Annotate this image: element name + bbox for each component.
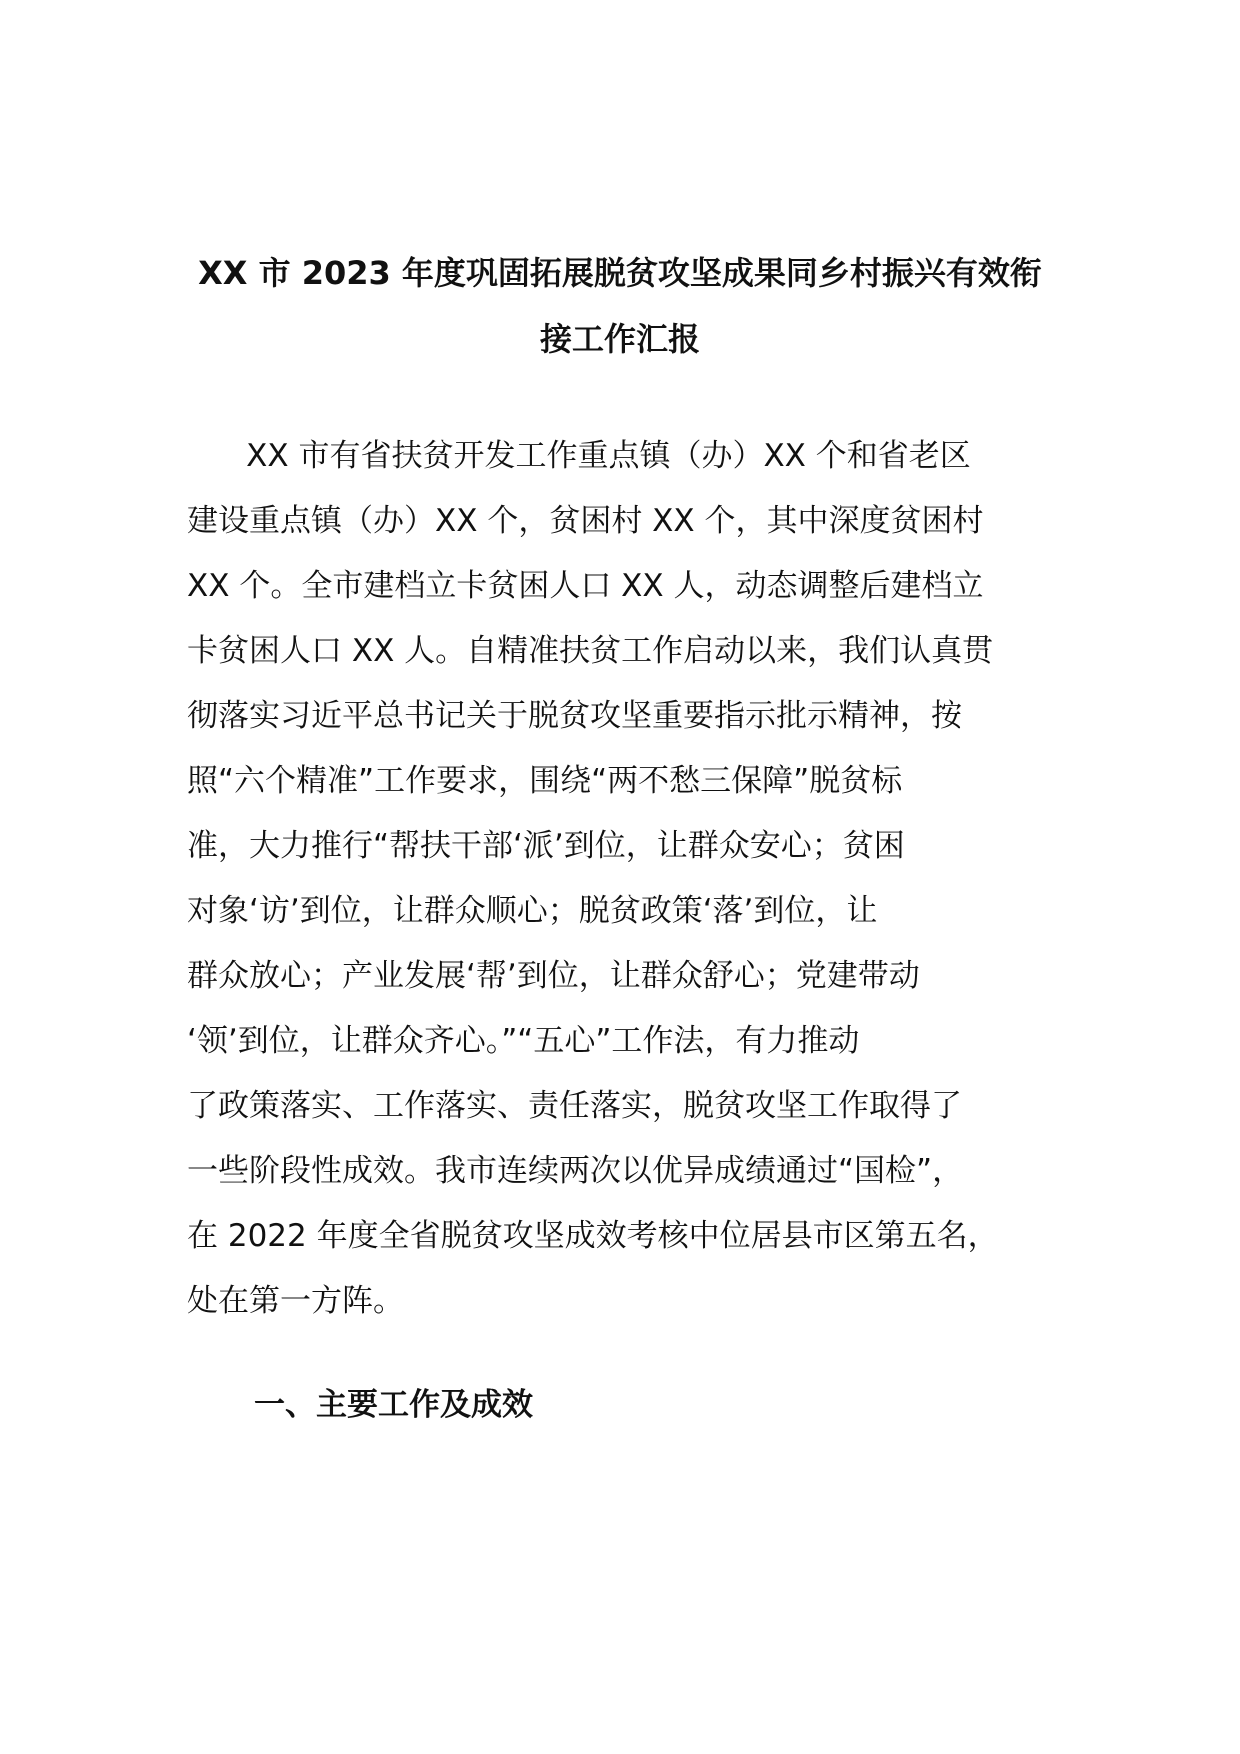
title-line-1: XX 市 2023 年度巩固拓展脱贫攻坚成果同乡村振兴有效衔 xyxy=(198,254,1042,292)
paragraph-line: 处在第一方阵。 xyxy=(187,1283,404,1319)
intro-paragraph xyxy=(187,424,1047,1334)
paragraph-line: 照“六个精准”工作要求，围绕“两不愁三保障”脱贫标 xyxy=(187,763,903,799)
paragraph-line: 了政策落实、工作落实、责任落实，脱贫攻坚工作取得了 xyxy=(187,1088,962,1124)
paragraph-line: 卡贫困人口 XX 人。自精准扶贫工作启动以来，我们认真贯 xyxy=(187,633,994,669)
paragraph-line: 群众放心；产业发展‘帮’到位，让群众舒心；党建带动 xyxy=(187,958,920,994)
document-title xyxy=(180,240,1060,372)
paragraph-line: 对象‘访’到位，让群众顺心；脱贫政策‘落’到位，让 xyxy=(187,893,878,929)
paragraph-line: XX 个。全市建档立卡贫困人口 XX 人，动态调整后建档立 xyxy=(187,568,984,604)
paragraph-line: 准，大力推行“帮扶干部‘派’到位，让群众安心；贫困 xyxy=(187,828,905,864)
paragraph-line: 在 2022 年度全省脱贫攻坚成效考核中位居县市区第五名， xyxy=(187,1218,999,1254)
title-line-2: 接工作汇报 xyxy=(539,320,700,358)
paragraph-line: 一些阶段性成效。我市连续两次以优异成绩通过“国检”， xyxy=(187,1153,964,1189)
paragraph-line: ‘领’到位，让群众齐心。”“五心”工作法，有力推动 xyxy=(187,1023,860,1059)
paragraph-line: XX 市有省扶贫开发工作重点镇（办）XX 个和省老区 xyxy=(187,438,971,474)
paragraph-line: 彻落实习近平总书记关于脱贫攻坚重要指示批示精神，按 xyxy=(187,698,962,734)
paragraph-line: 建设重点镇（办）XX 个，贫困村 XX 个，其中深度贫困村 xyxy=(187,503,984,539)
section-heading: 一、主要工作及成效 xyxy=(254,1387,533,1423)
